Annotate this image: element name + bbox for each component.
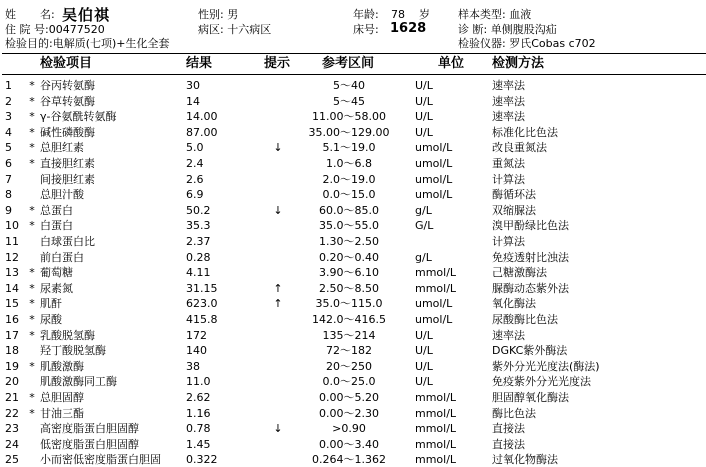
test-unit: g/L: [415, 250, 432, 264]
test-unit: umol/L: [415, 313, 453, 326]
test-name: γ-谷氨酰转氨酶: [40, 110, 117, 124]
name-label: 姓: [5, 8, 16, 21]
test-result: 4.11: [186, 266, 211, 280]
test-result: 35.3: [186, 219, 211, 233]
patient-name: 吴伯祺: [62, 6, 111, 24]
test-unit: umol/L: [415, 297, 453, 311]
table-row: [0, 187, 706, 202]
table-row: [0, 328, 706, 343]
test-result: 1.45: [186, 437, 211, 451]
table-row: [0, 234, 706, 249]
column-header-divider: [2, 74, 706, 75]
test-result: 38: [186, 359, 200, 373]
test-unit: U/L: [415, 94, 433, 108]
table-row: [0, 250, 706, 265]
row-marker: *: [29, 219, 35, 233]
test-name: 低密度脂蛋白胆固醇: [40, 437, 139, 451]
reference-range: 135～214: [322, 328, 376, 342]
row-number: 23: [5, 422, 19, 436]
test-method: 速率法: [492, 328, 525, 342]
bed-number: 1628: [390, 21, 427, 36]
test-name: 肌酸激酶: [40, 359, 84, 373]
test-method: 过氧化物酶法: [492, 453, 558, 467]
row-marker: *: [29, 110, 35, 124]
test-result: 140: [186, 344, 207, 358]
test-unit: mmol/L: [415, 391, 457, 404]
test-unit: mmol/L: [415, 437, 457, 451]
row-number: 22: [5, 406, 19, 420]
column-item: 检验项目: [40, 56, 93, 71]
test-method: 胆固醇氧化酶法: [492, 391, 569, 404]
row-number: 9: [5, 203, 12, 217]
age-value: 78: [391, 8, 405, 21]
row-marker: *: [29, 266, 35, 280]
table-row: [0, 218, 706, 233]
test-name: 羟丁酸脱氢酶: [40, 344, 106, 358]
row-number: 7: [5, 172, 12, 186]
test-result: 31.15: [186, 281, 218, 295]
test-result: 14.00: [186, 110, 218, 124]
test-unit: mmol/L: [415, 453, 457, 467]
test-method: 双缩脲法: [492, 203, 536, 217]
reference-range: 0.0～15.0: [322, 188, 376, 202]
test-name: 甘油三酯: [40, 406, 84, 420]
reference-range: 2.50～8.50: [319, 281, 379, 295]
test-unit: U/L: [415, 328, 433, 342]
row-marker: *: [29, 406, 35, 420]
row-number: 16: [5, 313, 19, 326]
test-method: 免疫透射比浊法: [492, 250, 569, 264]
abnormal-flag: ↓: [273, 203, 283, 217]
test-unit: U/L: [415, 125, 433, 139]
reference-range: 0.00～2.30: [319, 406, 379, 420]
reference-range: 0.00～3.40: [319, 437, 379, 451]
row-marker: *: [29, 281, 35, 295]
test-result: 30: [186, 79, 200, 92]
reference-range: 5～40: [333, 79, 365, 92]
table-row: [0, 109, 706, 124]
row-number: 13: [5, 266, 19, 280]
test-result: 2.6: [186, 172, 204, 186]
test-result: 6.9: [186, 188, 204, 202]
row-number: 21: [5, 391, 19, 404]
row-number: 10: [5, 219, 19, 233]
test-name: 肌酸激酶同工酶: [40, 375, 117, 389]
reference-range: 60.0～85.0: [319, 203, 379, 217]
age-label: 年龄:: [353, 8, 379, 21]
test-method: 速率法: [492, 110, 525, 124]
test-result: 0.322: [186, 453, 218, 467]
table-row: [0, 125, 706, 140]
test-name: 小而密低密度脂蛋白胆固: [40, 453, 161, 467]
row-number: 11: [5, 235, 19, 248]
admission-number-field: 住 院 号:00477520: [5, 23, 105, 36]
age-unit: 岁: [419, 8, 430, 21]
test-method: 尿酸酶比色法: [492, 313, 558, 326]
row-number: 19: [5, 359, 19, 373]
test-result: 11.0: [186, 375, 211, 389]
header-divider: [2, 53, 706, 54]
reference-range: >0.90: [332, 422, 366, 436]
column-result: 结果: [186, 56, 213, 71]
row-number: 17: [5, 328, 19, 342]
gender-field: 性别: 男: [198, 8, 239, 21]
reference-range: 35.00～129.00: [308, 125, 390, 139]
test-result: 2.4: [186, 157, 204, 170]
test-unit: mmol/L: [415, 281, 457, 295]
row-number: 8: [5, 188, 12, 202]
test-result: 623.0: [186, 297, 218, 311]
test-name: 总胆红素: [40, 141, 84, 155]
row-marker: *: [29, 297, 35, 311]
ward-field: 病区: 十六病区: [198, 23, 272, 36]
test-method: 溴甲酚绿比色法: [492, 219, 569, 233]
test-unit: U/L: [415, 110, 433, 124]
test-name: 乳酸脱氢酶: [40, 328, 95, 342]
test-unit: umol/L: [415, 188, 453, 202]
test-name: 总蛋白: [40, 203, 73, 217]
row-number: 2: [5, 94, 12, 108]
table-row: [0, 296, 706, 311]
test-method: 酶比色法: [492, 406, 536, 420]
test-method: 氧化酶法: [492, 297, 536, 311]
reference-range: 142.0～416.5: [312, 313, 386, 326]
reference-range: 35.0～55.0: [319, 219, 379, 233]
reference-range: 0.00～5.20: [319, 391, 379, 404]
table-row: [0, 421, 706, 436]
test-name: 前白蛋白: [40, 250, 84, 264]
test-unit: U/L: [415, 344, 433, 358]
test-result: 5.0: [186, 141, 204, 155]
test-unit: umol/L: [415, 172, 453, 186]
table-row: [0, 374, 706, 389]
row-number: 4: [5, 125, 12, 139]
row-number: 15: [5, 297, 19, 311]
table-row: [0, 437, 706, 452]
test-method: 改良重氮法: [492, 141, 547, 155]
test-method: 重氮法: [492, 157, 525, 170]
test-result: 172: [186, 328, 207, 342]
sample-type-field: 样本类型: 血液: [458, 8, 532, 21]
abnormal-flag: ↓: [273, 422, 283, 436]
test-method: 己糖激酶法: [492, 266, 547, 280]
table-row: [0, 94, 706, 109]
row-number: 1: [5, 79, 12, 92]
table-row: [0, 312, 706, 327]
test-method: 标准化比色法: [492, 125, 558, 139]
row-marker: *: [29, 157, 35, 170]
reference-range: 0.20～0.40: [319, 250, 379, 264]
table-row: [0, 281, 706, 296]
test-result: 415.8: [186, 313, 218, 326]
reference-range: 5.1～19.0: [322, 141, 376, 155]
test-result: 2.37: [186, 235, 211, 248]
row-marker: *: [29, 391, 35, 404]
test-method: 速率法: [492, 79, 525, 92]
table-row: [0, 172, 706, 187]
row-number: 3: [5, 110, 12, 124]
name-colon: 名:: [40, 8, 55, 21]
test-name: 白蛋白: [40, 219, 73, 233]
test-unit: U/L: [415, 359, 433, 373]
test-purpose-field: 检验目的:电解质(七项)+生化全套: [5, 37, 170, 50]
diagnosis-field: 诊 断: 单侧腹股沟疝: [458, 23, 557, 36]
instrument-field: 检验仪器: 罗氏Cobas c702: [458, 37, 596, 50]
test-method: 脲酶动态紫外法: [492, 281, 569, 295]
row-number: 20: [5, 375, 19, 389]
table-row: [0, 390, 706, 405]
column-unit: 单位: [438, 56, 465, 71]
test-method: DGKC紫外酶法: [492, 344, 568, 358]
test-name: 碱性磷酸酶: [40, 125, 95, 139]
row-marker: *: [29, 79, 35, 92]
test-name: 总胆汁酸: [40, 188, 84, 202]
reference-range: 2.0～19.0: [322, 172, 376, 186]
table-row: [0, 406, 706, 421]
table-row: [0, 359, 706, 374]
test-unit: mmol/L: [415, 406, 457, 420]
test-name: 尿素氮: [40, 281, 73, 295]
test-name: 肌酐: [40, 297, 62, 311]
test-result: 14: [186, 94, 200, 108]
column-flag: 提示: [264, 56, 291, 71]
bed-label: 床号:: [353, 23, 379, 36]
test-name: 间接胆红素: [40, 172, 95, 186]
test-result: 87.00: [186, 125, 218, 139]
table-row: [0, 265, 706, 280]
row-number: 24: [5, 437, 19, 451]
test-name: 总胆固醇: [40, 391, 84, 404]
test-method: 免疫紫外分光光度法: [492, 375, 591, 389]
row-number: 25: [5, 453, 19, 467]
test-unit: umol/L: [415, 157, 453, 170]
row-marker: *: [29, 125, 35, 139]
column-range: 参考区间: [322, 56, 375, 71]
reference-range: 0.264～1.362: [312, 453, 386, 467]
reference-range: 3.90～6.10: [319, 266, 379, 280]
table-row: [0, 452, 706, 467]
row-number: 12: [5, 250, 19, 264]
reference-range: 5～45: [333, 94, 365, 108]
test-name: 直接胆红素: [40, 157, 95, 170]
row-number: 14: [5, 281, 19, 295]
row-marker: *: [29, 94, 35, 108]
test-method: 速率法: [492, 94, 525, 108]
table-row: [0, 156, 706, 171]
row-number: 6: [5, 157, 12, 170]
test-name: 谷草转氨酶: [40, 94, 95, 108]
test-method: 计算法: [492, 172, 525, 186]
row-number: 5: [5, 141, 12, 155]
reference-range: 1.0～6.8: [326, 157, 372, 170]
test-result: 50.2: [186, 203, 211, 217]
reference-range: 72～182: [326, 344, 372, 358]
test-unit: G/L: [415, 219, 434, 233]
row-marker: *: [29, 203, 35, 217]
test-name: 尿酸: [40, 313, 62, 326]
test-method: 直接法: [492, 422, 525, 436]
table-row: [0, 203, 706, 218]
test-result: 1.16: [186, 406, 211, 420]
table-row: [0, 78, 706, 93]
row-marker: *: [29, 141, 35, 155]
abnormal-flag: ↑: [273, 297, 283, 311]
test-unit: U/L: [415, 375, 433, 389]
test-unit: mmol/L: [415, 266, 457, 280]
reference-range: 20～250: [326, 359, 372, 373]
test-method: 计算法: [492, 235, 525, 248]
reference-range: 35.0～115.0: [315, 297, 383, 311]
abnormal-flag: ↓: [273, 141, 283, 155]
test-method: 紫外分光光度法(酶法): [492, 359, 600, 373]
column-method: 检测方法: [492, 56, 545, 71]
abnormal-flag: ↑: [273, 281, 283, 295]
test-unit: mmol/L: [415, 422, 457, 436]
test-method: 酶循环法: [492, 188, 536, 202]
test-method: 直接法: [492, 437, 525, 451]
test-result: 2.62: [186, 391, 211, 404]
table-row: [0, 343, 706, 358]
test-name: 葡萄糖: [40, 266, 73, 280]
test-result: 0.28: [186, 250, 211, 264]
row-marker: *: [29, 359, 35, 373]
reference-range: 0.0～25.0: [322, 375, 376, 389]
test-name: 高密度脂蛋白胆固醇: [40, 422, 139, 436]
row-marker: *: [29, 313, 35, 326]
row-marker: *: [29, 328, 35, 342]
reference-range: 11.00～58.00: [312, 110, 386, 124]
test-unit: U/L: [415, 79, 433, 92]
test-result: 0.78: [186, 422, 211, 436]
test-unit: umol/L: [415, 141, 453, 155]
test-name: 白球蛋白比: [40, 235, 95, 248]
column-header-row: [0, 56, 706, 73]
reference-range: 1.30～2.50: [319, 235, 379, 248]
test-name: 谷丙转氨酶: [40, 79, 95, 92]
table-row: [0, 140, 706, 155]
test-unit: g/L: [415, 203, 432, 217]
row-number: 18: [5, 344, 19, 358]
